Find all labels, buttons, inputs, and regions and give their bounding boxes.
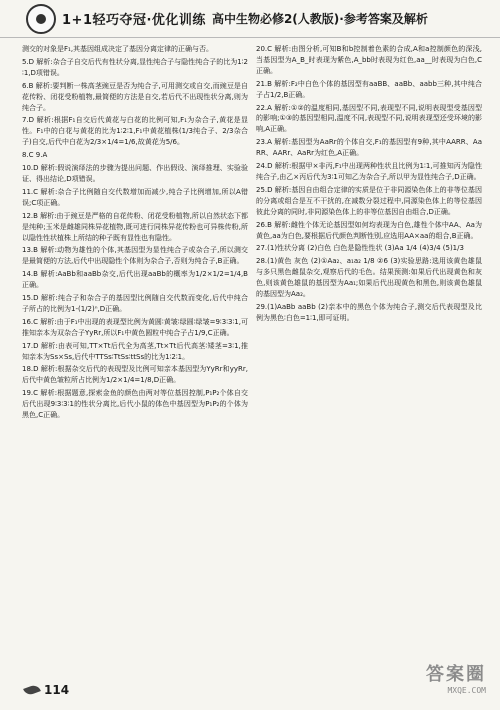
answer-paragraph: 11.C 解析:杂合子比例随自交代数增加而减少,纯合子比例增加,所以A错误;C项正确。 — [22, 187, 248, 207]
answer-paragraph: 6.B 解析:要判断一株高茎豌豆是否为纯合子,可用测交或自交,而豌豆是自花传粉、闭花受粉植物,最简便的方法是自交,若后代不出现性状分离,则为纯合子。 — [22, 81, 248, 112]
answer-paragraph: 21.B 解析:F₂中白色个体的基因型有aaBB、aaBb、aabb三种,其中纯合子占1/2,B正确。 — [256, 79, 482, 99]
answer-paragraph: 27.(1)性状分离 (2)白色 白色是隐性性状 (3)Aa 1/4 (4)3/4 (5)1/3 — [256, 244, 464, 253]
watermark-title: 答案圈 — [426, 664, 486, 685]
answer-paragraph: 25.D 解析:基因自由组合定律的实质是位于非同源染色体上的非等位基因的分离或组合是互不干扰的,在减数分裂过程中,同源染色体上的等位基因彼此分离的同时,非同源染色体上的非等位基因自由组合,D正确。 — [256, 185, 482, 216]
answer-paragraph: 13.B 解析:动物为雄性的个体,其基因型为显性纯合子或杂合子,所以测交是最简便的方法,后代中出现隐性个体则为杂合子,否则为纯合子,B正确。 — [22, 246, 248, 266]
answer-paragraph: 8.C 9.A — [22, 151, 48, 160]
right-column — [256, 44, 482, 666]
answer-paragraph: 测交的对象是F₁,其基因组成决定了基因分离定律的正确与否。 — [22, 45, 214, 53]
answer-columns — [22, 44, 482, 666]
watermark — [426, 660, 486, 695]
answer-paragraph: 28.(1)黄色 灰色 (2)①Aa₂、a₁a₂ 1/8 ②6 (3)实验思路:选用该黄色雄鼠与多只黑色雌鼠杂交,观察后代的毛色。结果预测:如果后代出现黄色和灰色,则该黄色雄鼠的基因型为Aa₁;如果后代出现黄色和黑色,则该黄色雄鼠的基因型为Aa₂。 — [256, 257, 482, 299]
brand-logo-icon — [26, 4, 56, 34]
answer-paragraph: 12.B 解析:由于豌豆是严格的自花传粉、闭花受粉植物,所以自然状态下都是纯种;玉米是雌雄同株异花植物,既可进行同株异花传粉也可异株传粉,所以隐性性状植株上所结的种子既有显性也有隐性。 — [22, 211, 248, 242]
answer-paragraph: 5.D 解析:杂合子自交后代有性状分离,显性纯合子与隐性纯合子的比为1∶2∶1,D项错误。 — [22, 57, 248, 77]
page-footer — [24, 683, 69, 697]
answer-paragraph: 7.D 解析:根据F₁自交后代黄花与白花的比例可知,F₁为杂合子,黄花是显性。F₁中的白花与黄花的比为1∶2∶1,F₁中黄花植株(1/3纯合子、2/3杂合子)自交,后代中白花为2/3×1/4=1/6,故黄花为5/6。 — [22, 116, 248, 147]
answer-paragraph: 19.C 解析:根据题意,探索金鱼的颜色由两对等位基因控制,P₁P₂个体自交后代出现9∶3∶3∶1的性状分离比,后代小鼠的体色中基因型为P₁P₂的个体为黑色,C正确。 — [22, 389, 248, 420]
left-column — [22, 44, 248, 666]
leaf-icon — [23, 684, 41, 697]
brand-title: 1+1轻巧夺冠·优化训练 — [62, 13, 206, 28]
answer-paragraph: 24.D 解析:根据甲×非丙,F₁中出现两种性状且比例为1∶1,可推知丙为隐性纯合子,由乙×丙后代为3∶1可知乙为杂合子,所以甲为显性纯合子,D正确。 — [256, 162, 482, 181]
answer-paragraph: 16.C 解析:由于F₁中出现的表现型比例为黄圆∶黄皱∶绿圆∶绿皱=9∶3∶3∶1,可推知亲本为双杂合子YyRr,所以F₁中黄色圆粒中纯合子占1/9,C正确。 — [22, 317, 248, 337]
page-header — [0, 0, 500, 38]
answer-paragraph: 26.B 解析:雌性个体无论基因型如何均表现为白色,雄性个体中AA、Aa为黄色,aa为白色,要根据后代颜色判断性别,应选用AA×aa的组合,B正确。 — [256, 220, 482, 240]
watermark-url: MXQE.COM — [447, 686, 486, 695]
answer-paragraph: 15.D 解析:纯合子和杂合子的基因型比例随自交代数而变化,后代中纯合子所占的比例为1-(1/2)ⁿ,D正确。 — [22, 294, 248, 313]
answer-paragraph: 10.D 解析:假说演绎法的步骤为提出问题、作出假设、演绎推理、实验验证、得出结论,D项错误。 — [22, 164, 248, 183]
answer-paragraph: 20.C 解析:由图分析,可知B和b控制着色素的合成,A和a控制颜色的深浅,当基因型为A_B_时表现为紫色,A_bb时表现为红色,aa__时表现为白色,C正确。 — [256, 45, 482, 75]
book-subtitle: 高中生物必修2(人教版)·参考答案及解析 — [211, 12, 428, 26]
answer-paragraph: 17.D 解析:由表可知,TT×Tt后代全为高茎,Tt×Tt后代高茎∶矮茎=3∶1,推知亲本为Ss×Ss,后代中TTSs∶TtSs∶ttSs的比为1∶2∶1。 — [22, 341, 248, 361]
answer-paragraph: 18.D 解析:根据杂交后代的表现型及比例可知亲本基因型为YyRr和yyRr,后代中黄色皱粒所占比例为1/2×1/4=1/8,D正确。 — [22, 365, 248, 385]
answer-paragraph: 29.(1)AaBb aaBb (2)亲本中的黑色个体为纯合子,测交后代表现型及比例为黑色∶白色=1∶1,即可证明。 — [256, 302, 482, 322]
page-number: 114 — [44, 683, 70, 697]
answer-paragraph: 22.A 解析:①②的温度相同,基因型不同,表现型不同,说明表现型受基因型的影响;①③的基因型相同,温度不同,表现型不同,说明表现型还受环境的影响,A正确。 — [256, 103, 482, 134]
answer-paragraph: 14.B 解析:AaBb和aaBb杂交,后代出现aaBb的概率为1/2×1/2=1/4,B正确。 — [22, 270, 248, 290]
answer-paragraph: 23.A 解析:基因型为AaRr的个体自交,F₁的基因型有9种,其中AARR、AaRR、AARr、AaRr为红色,A正确。 — [256, 138, 482, 158]
